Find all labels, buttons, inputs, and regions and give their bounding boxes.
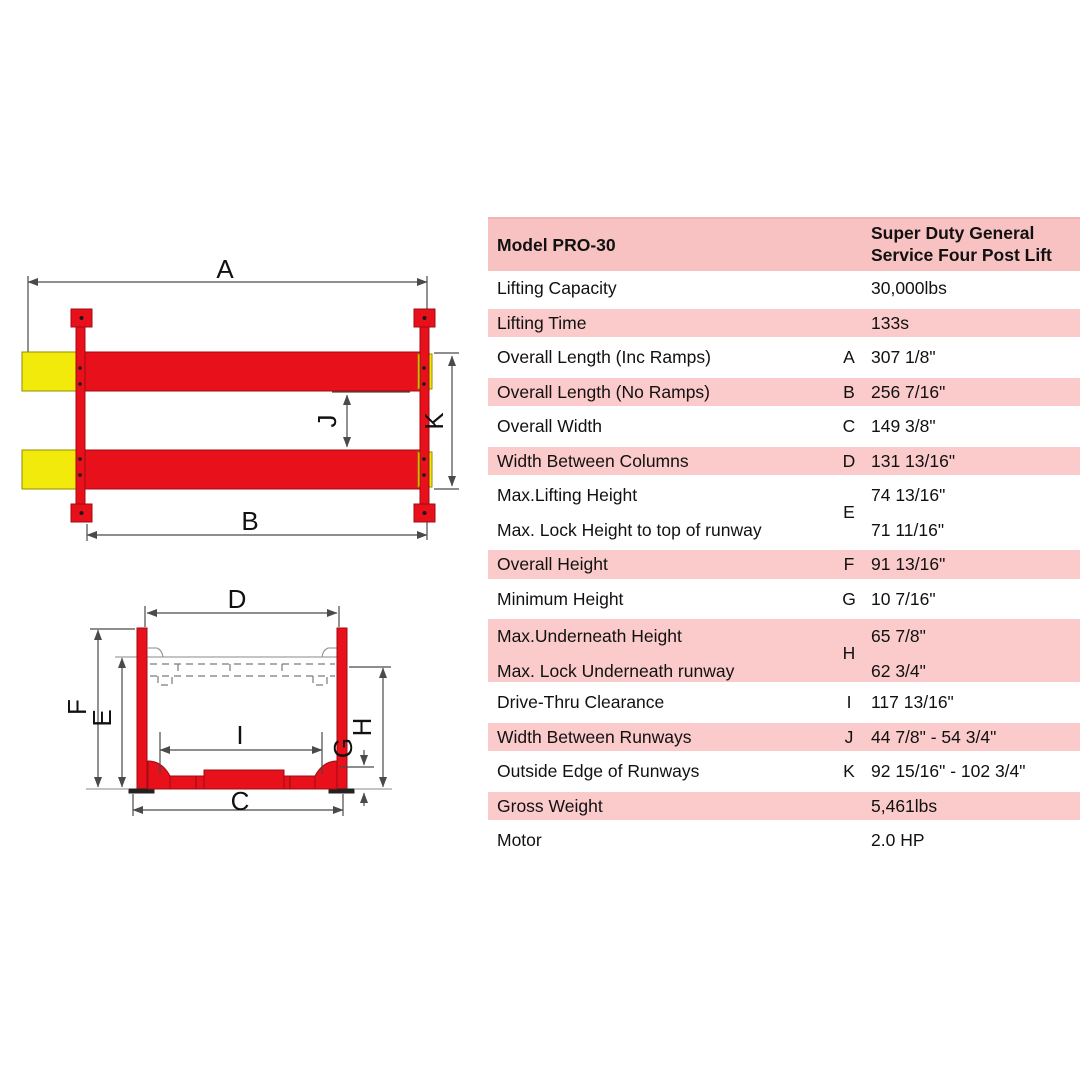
spec-value: 62 3/4" (871, 660, 926, 681)
spec-value: 5,461lbs (871, 795, 938, 816)
spec-value: 65 7/8" (871, 626, 926, 647)
spec-value: 91 13/16" (871, 554, 946, 575)
dim-label-c: C (230, 786, 250, 816)
spec-row (488, 789, 1080, 824)
spec-value: 307 1/8" (871, 347, 936, 368)
dim-label-d: D (227, 584, 247, 614)
spec-label: Overall Width (497, 416, 603, 437)
runway-top (85, 352, 421, 391)
spec-row (488, 271, 1080, 306)
top-view (22, 254, 459, 541)
spec-label: Max.Lifting Height (497, 485, 638, 506)
dim-label-i: I (236, 720, 244, 750)
spec-label: Max.Underneath Height (497, 626, 682, 647)
base-plate-left (129, 789, 154, 793)
spec-row (488, 582, 1080, 617)
spec-row (488, 823, 1080, 858)
spec-row (488, 547, 1080, 582)
spec-row (488, 616, 1080, 685)
spec-row (488, 720, 1080, 755)
spec-letter: E (843, 502, 855, 523)
spec-row (488, 409, 1080, 444)
spec-letter: H (842, 643, 856, 664)
spec-row (488, 444, 1080, 479)
spec-row (488, 478, 1080, 547)
spec-label: Width Between Runways (497, 726, 692, 747)
spec-label: Gross Weight (497, 795, 603, 816)
front-view (62, 584, 392, 816)
table-header (488, 217, 1080, 271)
spec-letter: J (844, 726, 854, 747)
spec-value: 30,000lbs (871, 278, 947, 299)
model-name: Model PRO-30 (497, 234, 616, 255)
spec-letter: A (843, 347, 855, 368)
spec-value: 92 15/16" - 102 3/4" (871, 761, 1026, 782)
spec-letter: K (843, 761, 855, 782)
spec-row (488, 340, 1080, 375)
dim-label-g: G (328, 737, 358, 759)
spec-value: 117 13/16" (871, 692, 954, 713)
dim-label-h: H (347, 717, 377, 737)
runway-bottom (85, 450, 421, 489)
dim-label-k: K (419, 412, 449, 430)
spec-label: Minimum Height (497, 588, 624, 609)
post-right (337, 628, 347, 789)
spec-value: 2.0 HP (871, 830, 925, 851)
spec-label: Lifting Time (497, 312, 587, 333)
spec-value: 74 13/16" (871, 485, 946, 506)
crossbeam-left (76, 312, 85, 518)
spec-letter: B (843, 381, 855, 402)
spec-label: Overall Length (Inc Ramps) (497, 347, 711, 368)
spec-label: Width Between Columns (497, 450, 689, 471)
spec-label: Max. Lock Underneath runway (497, 660, 735, 681)
series-title: Super Duty General Service Four Post Lift (871, 223, 1052, 265)
spec-value: 149 3/8" (871, 416, 936, 437)
spec-value: 131 13/16" (871, 450, 956, 471)
post-left (137, 628, 147, 789)
spec-row (488, 685, 1080, 720)
spec-label: Lifting Capacity (497, 278, 617, 299)
spec-letter: F (843, 554, 855, 575)
spec-value: 256 7/16" (871, 381, 946, 402)
spec-value: 10 7/16" (871, 588, 936, 609)
base-plate-right (329, 789, 354, 793)
dim-label-j: J (312, 414, 342, 428)
spec-label: Max. Lock Height to top of runway (497, 519, 762, 540)
dim-label-e: E (87, 709, 117, 727)
spec-label: Drive-Thru Clearance (497, 692, 665, 713)
runway-wedge-left (148, 761, 170, 789)
dim-label-b: B (241, 506, 259, 536)
spec-value: 71 11/16" (871, 519, 945, 540)
spec-table (488, 217, 1080, 858)
spec-value: 133s (871, 312, 909, 333)
spec-label: Outside Edge of Runways (497, 761, 700, 782)
dim-label-a: A (216, 254, 234, 284)
spec-letter: C (842, 416, 856, 437)
spec-row (488, 375, 1080, 410)
spec-letter: G (842, 588, 856, 609)
spec-value: 44 7/8" - 54 3/4" (871, 726, 997, 747)
spec-letter: D (842, 450, 856, 471)
spec-row (488, 306, 1080, 341)
dim-label-f: F (62, 699, 92, 715)
spec-label: Overall Height (497, 554, 608, 575)
spec-letter: I (846, 692, 852, 713)
spec-row (488, 754, 1080, 789)
spec-label: Motor (497, 830, 542, 851)
runway-wedge-right (315, 761, 337, 789)
spec-label: Overall Length (No Ramps) (497, 381, 710, 402)
